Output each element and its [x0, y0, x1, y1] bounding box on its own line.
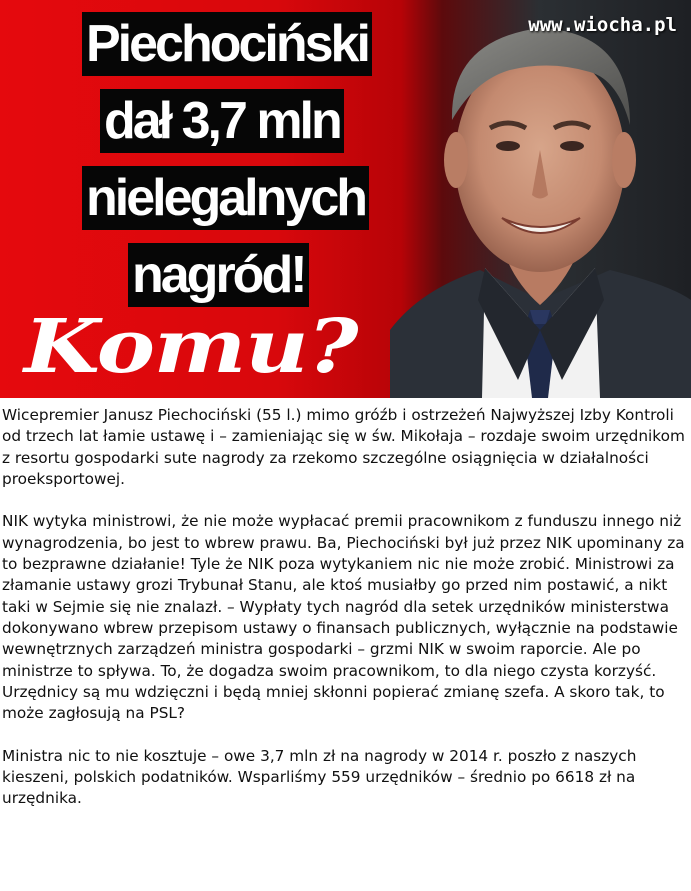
article-paragraph: NIK wytyka ministrowi, że nie może wypłacać premii pracownikom z funduszu innego niż wynagrodzenia, bo jest to wbrew prawu. Ba, Piechociński był już przez NIK upominany za to bezprawne działanie! Tyle że NIK poza wytykaniem nic nie może zrobić. Ministrowi za złamanie ustawy grozi Trybunał Stanu, ale ktoś musiałby go przed nim postawić, a nikt taki w Sejmie się nie znalazł. – Wypłaty tych nagród dla setek urzędników ministerstwa dokonywano wbrew przepisom ustawy o finansach publicznych, wyłącznie na podstawie wewnętrznych zarządzeń ministra gospodarki – grzmi NIK w swoim raporcie. Ale po ministrze to spływa. To, że dogadza swoim pracownikom, to dla niego czysta korzyść. Urzędnicy są mu wdzięczni i będą mniej skłonni popierać zmianę szefa. A skoro tak, to może zagłosują na PSL? — [2, 512, 685, 723]
headline-line: dał 3,7 mln — [100, 89, 344, 153]
subheadline: Komu? — [24, 304, 358, 390]
headline-line: nagród! — [128, 243, 309, 307]
headline-line: Piechociński — [82, 12, 372, 76]
headline-line: nielegalnych — [82, 166, 369, 230]
article-paragraph: Ministra nic to nie kosztuje – owe 3,7 mln zł na nagrody w 2014 r. poszło z naszych kieszeni, polskich podatników. Wsparliśmy 559 urzędników – średnio po 6618 zł na urzędnika. — [2, 746, 637, 808]
portrait-photo — [390, 0, 691, 398]
article-paragraph: Wicepremier Janusz Piechociński (55 l.) mimo gróźb i ostrzeżeń Najwyższej Izby Kontroli od trzech lat łamie ustawę i – zamieniając się w św. Mikołaja – rozdaje swoim urzędnikom z resortu gospodarki sute nagrody za rzekomo szczególne osiągnięcia w działalności proeksportowej. — [2, 406, 685, 488]
watermark: www.wiocha.pl — [528, 14, 677, 36]
headline-banner — [0, 0, 691, 398]
article-body — [2, 405, 686, 831]
